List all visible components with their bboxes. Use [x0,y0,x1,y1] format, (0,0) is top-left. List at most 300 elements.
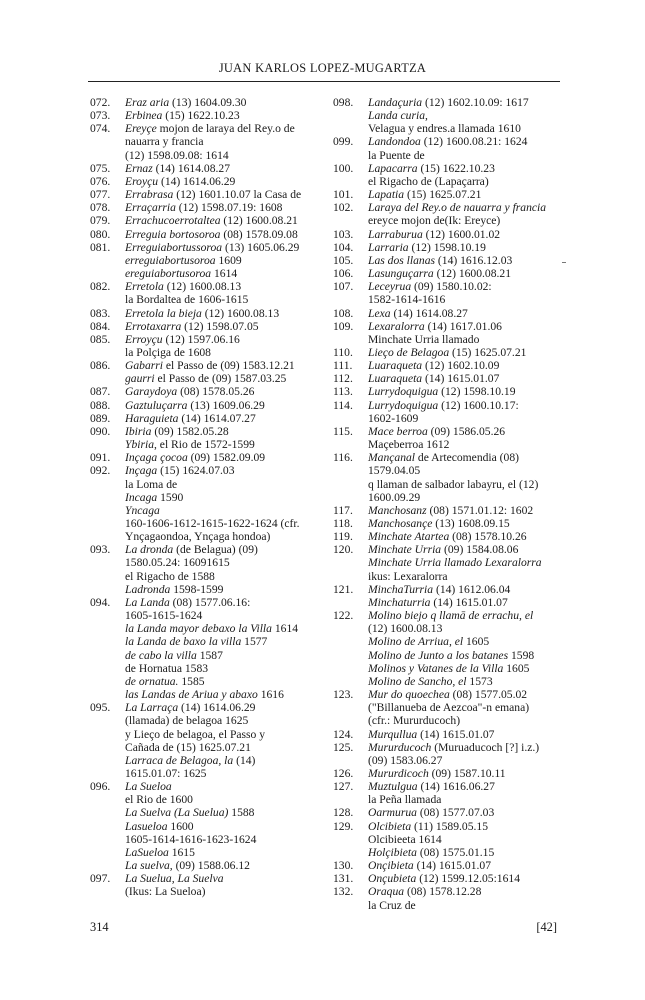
entry-line [125,859,320,872]
entry-body [368,241,565,254]
entry-line [125,556,320,569]
entry-line [125,307,320,320]
entry [333,859,565,872]
entry-line [368,543,565,556]
toponym-text: de ornatua. [125,674,179,688]
entry [90,333,320,359]
entry-number: 105. [333,253,354,267]
entry-text: la Loma de [125,477,178,491]
entry-body [368,201,565,227]
right-column [333,96,565,912]
entry-line [368,780,565,793]
entry-text: , el Rio de 1572-1599 [154,438,255,452]
entry-line [125,596,320,609]
toponym-text: Manchosançe [368,517,433,530]
entry-body [125,425,320,451]
entry-body [368,96,565,135]
entry [333,820,565,859]
entry-text: (13) 1608.09.15 [432,517,510,530]
entry-number: 084. [90,319,111,333]
entry-body [368,806,565,819]
entry-text: el Passo de (09) 1587.03.25 [154,372,287,386]
entry-text: 1600.09.29 [368,490,421,504]
entry-line [368,254,565,267]
entry-number: 123. [333,688,354,702]
entry-line [125,359,320,372]
entry-number: 110. [333,345,353,359]
entry-line [125,570,320,583]
entry-body [368,385,565,398]
entry-number: 083. [90,306,111,320]
entry-text: 1602-1609 [368,411,419,425]
toponym-text: Molino de Arriua, el [368,635,464,649]
entry-text: 1615.01.07: 1625 [125,766,207,780]
toponym-text: Errachucoerrotaltea [125,214,221,228]
entry-text: (09) 1583.06.27 [368,753,443,767]
entry-line [368,504,565,517]
entry-body [368,359,565,372]
entry [90,96,320,109]
entry-number: 115. [333,424,353,438]
toponym-text: Inçaga [125,464,158,478]
toponym-text: Erreguia bortosoroa [125,227,221,241]
entry-body [368,517,565,530]
entry-text: (08) 1577.05.02 [449,688,528,702]
toponym-text: ereguiabortusoroa [125,267,212,281]
entry [90,307,320,320]
toponym-text: Molino de Sancho, el [368,674,467,688]
entry-body [125,385,320,398]
entry-text: la Polçiga de 1608 [125,345,211,359]
entry-number: 132. [333,885,354,899]
entry-body [125,333,320,359]
entry-text: (cfr.: Mururducoch) [368,714,461,728]
toponym-text: las Landas de Ariua y abaxo [125,688,258,702]
entry [333,162,565,188]
entry [333,346,565,359]
toponym-text: Lieço de Belagoa [368,345,450,359]
entry-line [125,464,320,477]
entry [90,701,320,780]
entry-body [125,596,320,701]
entry-number: 091. [90,451,111,465]
entry-body [368,741,565,767]
entry-text: (08) 1577.06.16: [169,595,251,609]
toponym-text: Mace berroa [368,424,428,438]
entry-number: 114. [333,398,353,412]
toponym-text: Gabarri [125,359,164,373]
entry-number: 119. [333,530,353,544]
entry-line [368,872,565,885]
entry-text: (14) 1614.08.27 [390,306,468,320]
entry-line [368,372,565,385]
entry [90,451,320,464]
entry-number: 079. [90,214,111,228]
entry-text: (12) 1600.08.13 [163,280,242,294]
entry-line [125,254,320,267]
entry-number: 086. [90,359,111,373]
entry-text: 1605-1614-1616-1623-1624 [125,832,257,846]
entry-text: (11) 1589.05.15 [411,819,489,833]
entry [90,464,320,543]
entry-body [368,228,565,241]
entry-line [368,307,565,320]
entry-line [125,175,320,188]
entry-body [125,280,320,306]
left-column [90,96,320,899]
entry-number: 124. [333,727,354,741]
toponym-text: La Sueloa [125,780,172,794]
entry-line [125,530,320,543]
toponym-text: Ybiria [125,438,154,452]
entry-number: 103. [333,227,354,241]
toponym-text: Onçubieta [368,872,417,886]
entry-body [125,175,320,188]
entry-line [125,780,320,793]
entry-line [368,701,565,714]
entry-line [368,556,565,569]
entry-text: el Passo de (09) 1583.12.21 [163,359,295,373]
entry-text: 1587 [196,648,223,662]
toponym-text: LaSueloa [125,845,169,859]
entry-text: (08) 1578.05.26 [177,385,255,399]
entry-line [368,425,565,438]
entry-line [368,767,565,780]
entry [333,767,565,780]
entry-number: 096. [90,780,111,794]
entry-body [368,372,565,385]
entry-line [125,280,320,293]
entry-number: 129. [333,819,354,833]
toponym-text: La dronda [125,543,174,557]
entry [333,504,565,517]
entry-text: Maçeberroa 1612 [368,438,450,452]
toponym-text: Yncaga [125,503,160,517]
entry-line [125,478,320,491]
entry-number: 116. [333,451,353,465]
entry-text: (14) 1615.01.07 [422,372,500,386]
entry-body [368,135,565,161]
entry-text: el Rigacho de 1588 [125,569,215,583]
entry [90,412,320,425]
entry-line [368,412,565,425]
entry-body [368,767,565,780]
entry-number: 104. [333,240,354,254]
entry-line [125,609,320,622]
entry-line [368,754,565,767]
entry [333,609,565,688]
entry-text: la Peña llamada [368,793,442,807]
entry-text: (09) 1584.08.06 [441,543,519,557]
entry-text: 1605-1615-1624 [125,609,203,623]
toponym-text: Molino de Junto a los batanes [368,648,509,662]
toponym-text: Onçibieta [368,859,414,873]
entry-text: de Artecomendia (08) [415,451,519,465]
entry-line [368,333,565,346]
entry-body [368,188,565,201]
entry-line [125,820,320,833]
entry [333,254,565,267]
entry-body [125,228,320,241]
entry-line [368,175,565,188]
entry-body [368,872,565,885]
entry-text: ereyce mojon de(Ik: Ereyce) [368,214,501,228]
entry [333,399,565,425]
entry-number: 125. [333,740,354,754]
entry [333,96,565,135]
entry-text: ikus: Lexaralorra [368,569,448,583]
toponym-text: de cabo la villa [125,648,197,662]
entry-body [125,201,320,214]
entry-text: (14) [233,753,256,767]
entry-line [368,530,565,543]
entry-number: 080. [90,227,111,241]
toponym-text: Holçibieta [368,845,417,859]
entry-text: (09) 1582.05.28 [151,424,229,438]
entry [90,399,320,412]
toponym-text: La suelva, [125,859,173,873]
entry-line [125,754,320,767]
entry-line [368,293,565,306]
entry-line [125,872,320,885]
entry-text: la Cruz de [368,898,416,912]
entry-body [368,609,565,688]
entry-text: (12) 1598.09.08: 1614 [125,148,229,162]
entry [333,280,565,306]
entry-line [125,543,320,556]
toponym-text: Manchosanz [368,503,427,517]
entry-number: 111. [333,359,353,373]
page-number: 314 [90,920,109,934]
entry-body [125,780,320,872]
toponym-text: gaurri [125,372,155,386]
toponym-text: Mançanal [368,451,416,465]
entry-body [368,859,565,872]
entry-number: 109. [333,319,354,333]
entry-number: 127. [333,780,354,794]
entry [90,188,320,201]
toponym-text: Ibiria [125,424,152,438]
entry-text: 1580.05.24: 16091615 [125,556,230,570]
entry-line [368,491,565,504]
entry-number: 107. [333,280,354,294]
entry-number: 094. [90,595,111,609]
toponym-text: Eraz aria [125,96,170,109]
entry-body [368,399,565,425]
entry-line [368,280,565,293]
toponym-text: Landondoa [368,135,421,149]
section-number: [42] [536,920,557,934]
entry-body [368,280,565,306]
entry-text: (14) 1614.06.29 [178,701,256,715]
entry [90,780,320,872]
toponym-text: Olcibieta [368,819,412,833]
entry-body [125,872,320,898]
entry-body [125,399,320,412]
entry-text: q llaman de salbador labayru, el (12) [368,477,539,491]
entry-text: (14) 1614.07.27 [178,411,256,425]
entry-body [368,451,565,504]
entry-line [125,635,320,648]
entry-body [125,188,320,201]
entry-number: 117. [333,503,353,517]
toponym-text: Gaztuluçarra [125,398,188,412]
entry-line [368,885,565,898]
entry-body [125,109,320,122]
entry-text: 1614 [211,267,238,281]
entry-text: (14) 1615.01.07 [413,859,492,873]
entry-line [368,570,565,583]
entry-text: (12) 1602.10.09 [422,359,500,373]
entry [90,425,320,451]
entry [333,228,565,241]
entry-body [368,885,565,911]
entry [333,517,565,530]
entry-body [125,122,320,161]
entry-text: (13) 1609.06.29 [187,398,265,412]
entry-body [125,96,320,109]
entry-text: 1605 [463,635,490,649]
entry-number: 095. [90,701,111,715]
entry-number: 082. [90,280,111,294]
entry-line [125,806,320,819]
entry-number: 097. [90,872,111,886]
toponym-text: Lexaralorra [368,319,425,333]
toponym-text: Muztulgua [368,780,418,794]
entry-number: 102. [333,201,354,215]
entry-body [125,359,320,385]
entry-number: 100. [333,161,354,175]
entry-text: (08) 1577.07.03 [416,806,495,820]
entry [333,780,565,806]
entry-line [368,688,565,701]
entry [90,359,320,385]
entry-line [368,162,565,175]
entry-text: la Bordaltea de 1606-1615 [125,293,249,307]
toponym-text: La Larraça [125,701,179,715]
entry-text: 1577 [241,635,268,649]
entry-body [368,346,565,359]
entry-body [368,583,565,609]
entry-number: 078. [90,201,111,215]
entry-text: (12) 1599.12.05:1614 [416,872,520,886]
toponym-text: La Suelva (La Suelua) [125,806,229,820]
entry-number: 074. [90,122,111,136]
entry-number: 085. [90,332,111,346]
toponym-text: La Landa [125,595,170,609]
entry-text: (12) 1601.10.07 la Casa de [173,188,302,202]
entry-line [125,201,320,214]
entry-text: (12) 1600.08.21 [433,267,512,281]
entry-text: Olcibieeta 1614 [368,832,442,846]
toponym-text: La Suelua, La Suelva [125,872,224,886]
toponym-text: Ladronda [125,582,171,596]
entry-body [125,543,320,596]
entry-line [368,214,565,227]
entry [333,135,565,161]
entry-text: 1609 [215,253,242,267]
entry-number: 099. [333,135,354,149]
entry-body [368,504,565,517]
entry-line [368,451,565,464]
entry [333,359,565,372]
toponym-text: Erraçarria [125,201,176,215]
entry [333,372,565,385]
entry-line [368,109,565,122]
entry-text: 1588 [228,806,255,820]
entry-text: (12) 1600.08.21: 1624 [420,135,528,149]
entry-line [368,846,565,859]
entry [333,241,565,254]
entry-text: 1598 [508,648,535,662]
toponym-text: Murqullua [368,727,418,741]
entry-line [125,188,320,201]
entry-line [125,741,320,754]
toponym-text: Errabrasa [125,188,174,202]
toponym-text: Molino biejo q llamā de errachu, el [368,609,534,623]
entry-line [125,846,320,859]
entry-body [368,162,565,188]
entry-line [368,806,565,819]
entry-text: (09) 1587.10.11 [428,766,506,780]
entry-number: 130. [333,859,354,873]
entry-line [125,109,320,122]
entry-line [368,346,565,359]
entry-body [125,464,320,543]
entry [90,214,320,227]
entry [90,543,320,596]
entry-text: nauarra y francia [125,135,204,149]
entry-text: (08) 1578.10.26 [449,530,527,544]
toponym-text: la Landa mayor debaxo la Villa [125,622,272,636]
entry-text: (13) 1604.09.30 [169,96,247,109]
entry-body [368,254,565,267]
entry-line [125,399,320,412]
entry-text: Cañada de (15) 1625.07.21 [125,740,251,754]
entry-number: 108. [333,306,354,320]
toponym-text: Minchate Atartea [368,530,450,544]
entry-number: 093. [90,543,111,557]
entry-line [368,228,565,241]
entry-text: el Rigacho de (Lapaçarra) [368,174,489,188]
entry-number: 098. [333,96,354,109]
toponym-text: Inçaga çocoa [125,451,188,465]
entry-text: de Hornatua 1583 [125,661,209,675]
toponym-text: Mur do quoechea [368,688,450,702]
toponym-text: Erretola la bieja [125,306,202,320]
entry-body [125,162,320,175]
entry-line [125,701,320,714]
entry [333,267,565,280]
entry-line [125,293,320,306]
entry-text: (Muruaducoch [?] i.z.) [431,740,540,754]
entry-body [125,307,320,320]
entry-line [125,135,320,148]
entry-number: 113. [333,385,353,399]
entry-line [368,135,565,148]
entry-text: 1598-1599 [170,582,224,596]
entry-body [368,543,565,582]
entry-line [125,793,320,806]
entry-line [368,649,565,662]
entry-line [368,241,565,254]
toponym-text: Laraya del Rey.o de nauarra y francia [368,201,547,215]
entry-line [125,504,320,517]
entry-text: (15) 1625.07.21 [404,188,482,202]
entry-text: 1600 [167,819,194,833]
entry-text: (12) 1600.10.17: [438,398,519,412]
entry [333,885,565,911]
